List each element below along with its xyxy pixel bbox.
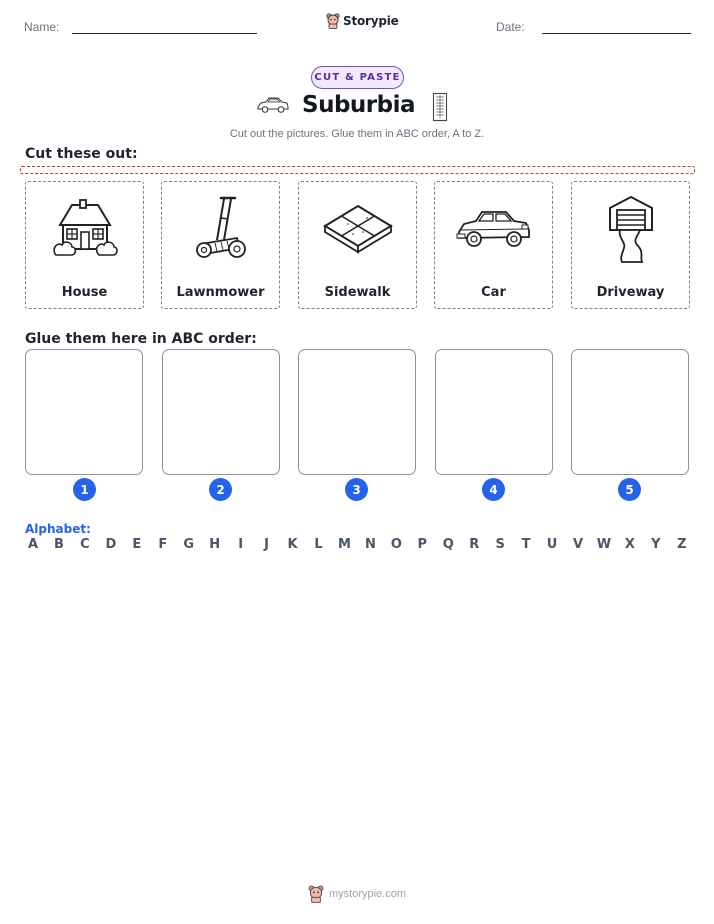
alphabet-letter: Z bbox=[677, 537, 687, 552]
slot-number-4: 4 bbox=[482, 478, 505, 501]
slot-number-1: 1 bbox=[73, 478, 96, 501]
cut-card-lawnmower[interactable] bbox=[161, 181, 280, 309]
footer-url[interactable]: mystorypie.com bbox=[328, 888, 407, 900]
alphabet-letter: L bbox=[314, 537, 323, 552]
alphabet-letter: R bbox=[469, 537, 480, 552]
card-label: Driveway bbox=[596, 285, 665, 300]
alphabet-letter: K bbox=[287, 537, 298, 552]
building-icon bbox=[432, 92, 448, 122]
alphabet-letter: S bbox=[495, 537, 505, 552]
cut-card-sidewalk[interactable] bbox=[298, 181, 417, 309]
alphabet-letter: X bbox=[624, 537, 635, 552]
alphabet-letter: M bbox=[337, 537, 351, 552]
worksheet-title: Suburbia bbox=[302, 92, 415, 118]
brand-logo bbox=[326, 13, 399, 29]
cut-line bbox=[20, 166, 695, 174]
date-label: Date: bbox=[496, 20, 525, 34]
car-icon bbox=[456, 206, 532, 252]
car-icon bbox=[256, 96, 290, 114]
card-label: House bbox=[61, 285, 108, 300]
footer bbox=[0, 885, 714, 903]
lawnmower-icon bbox=[191, 194, 251, 264]
alphabet-letter: G bbox=[183, 537, 195, 552]
slot-number-3: 3 bbox=[345, 478, 368, 501]
slot-number-2: 2 bbox=[209, 478, 232, 501]
alphabet-letter: F bbox=[158, 537, 168, 552]
alphabet-letter: C bbox=[80, 537, 90, 552]
glue-box-4[interactable] bbox=[435, 349, 553, 475]
alphabet-letter: H bbox=[209, 537, 221, 552]
name-line[interactable] bbox=[72, 33, 257, 34]
alphabet-letter: A bbox=[27, 537, 39, 552]
glue-box-5[interactable] bbox=[571, 349, 689, 475]
alphabet-letter: Y bbox=[651, 537, 661, 552]
cut-card-car[interactable] bbox=[434, 181, 553, 309]
storypie-mascot-icon bbox=[308, 885, 324, 903]
alphabet-letter: V bbox=[572, 537, 584, 552]
alphabet-letter: O bbox=[390, 537, 402, 552]
glue-box-3[interactable] bbox=[298, 349, 416, 475]
alphabet-letter: P bbox=[417, 537, 428, 552]
cut-card-driveway[interactable] bbox=[571, 181, 690, 309]
alphabet-letter: B bbox=[53, 537, 64, 552]
alphabet-letter: Q bbox=[442, 537, 454, 552]
date-line[interactable] bbox=[542, 33, 691, 34]
glue-box-2[interactable] bbox=[162, 349, 280, 475]
alphabet-heading: Alphabet: bbox=[25, 522, 91, 536]
alphabet-letter: T bbox=[521, 537, 531, 552]
alphabet-row bbox=[25, 537, 690, 552]
card-label: Lawnmower bbox=[176, 285, 265, 300]
alphabet-letter: E bbox=[132, 537, 142, 552]
alphabet-letter: U bbox=[546, 537, 558, 552]
glue-heading: Glue them here in ABC order: bbox=[25, 331, 257, 347]
alphabet-letter: J bbox=[264, 537, 269, 552]
brand-name: Storypie bbox=[343, 14, 399, 28]
sidewalk-icon bbox=[323, 204, 393, 254]
slot-number-5: 5 bbox=[618, 478, 641, 501]
alphabet-letter: N bbox=[364, 537, 376, 552]
cut-paste-badge: CUT & PASTE bbox=[311, 66, 404, 89]
instructions: Cut out the pictures. Glue them in ABC order, A to Z. bbox=[229, 128, 485, 140]
alphabet-letter: I bbox=[238, 537, 244, 552]
house-icon bbox=[52, 199, 118, 259]
driveway-icon bbox=[606, 194, 656, 264]
glue-box-1[interactable] bbox=[25, 349, 143, 475]
alphabet-letter: D bbox=[105, 537, 117, 552]
alphabet-letter: W bbox=[596, 537, 612, 552]
cut-card-house[interactable] bbox=[25, 181, 144, 309]
title-row bbox=[0, 90, 714, 126]
cut-heading: Cut these out: bbox=[25, 146, 138, 162]
name-label: Name: bbox=[24, 20, 60, 34]
card-label: Car bbox=[481, 285, 506, 300]
card-label: Sidewalk bbox=[324, 285, 391, 300]
storypie-mascot-icon bbox=[326, 13, 340, 29]
